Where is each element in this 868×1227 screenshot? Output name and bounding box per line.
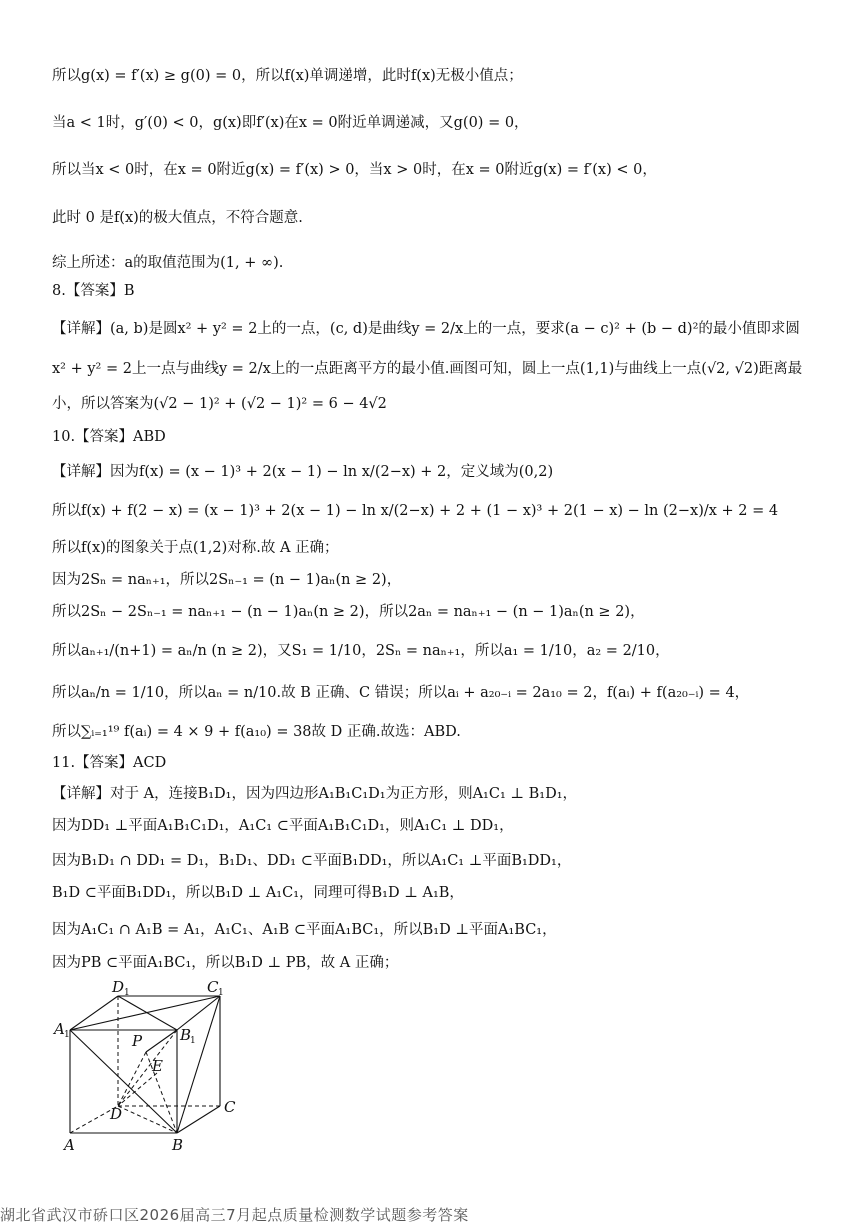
text-line: 所以aₙ₊₁/(n+1) = aₙ/n (n ≥ 2)，又S₁ = 1/10，2Sₙ = naₙ₊₁，所以a₁ = 1/10，a₂ = 2/10， — [52, 643, 670, 659]
text-line: 所以2Sₙ − 2Sₙ₋₁ = naₙ₊₁ − (n − 1)aₙ(n ≥ 2)，所以2aₙ = naₙ₊₁ − (n − 1)aₙ(n ≥ 2)， — [52, 604, 645, 620]
text-line: B₁D ⊂平面B₁DD₁，所以B₁D ⊥ A₁C₁，同理可得B₁D ⊥ A₁B， — [52, 885, 464, 901]
text-line: 所以∑ᵢ₌₁¹⁹ f(aᵢ) = 4 × 9 + f(a₁₀) = 38故 D 正确.故选：ABD. — [52, 724, 461, 740]
svg-text:1: 1 — [64, 1030, 70, 1040]
label-E: E — [152, 1057, 163, 1075]
text-line: 【详解】(a, b)是圆x² + y² = 2上的一点，(c, d)是曲线y = 2/x上的一点，要求(a − c)² + (b − d)²的最小值即求圆 — [52, 321, 800, 337]
answer-heading-8: 8.【答案】B — [52, 283, 135, 299]
text-line: 因为A₁C₁ ∩ A₁B = A₁，A₁C₁、A₁B ⊂平面A₁BC₁，所以B₁D ⊥平面A₁BC₁， — [52, 922, 557, 938]
label-D1: D — [112, 978, 125, 996]
svg-text:1: 1 — [124, 988, 130, 998]
label-P: P — [132, 1032, 143, 1050]
footer-title: 湖北省武汉市硚口区2026届高三7月起点质量检测数学试题参考答案 — [0, 1206, 469, 1224]
text-line: 【详解】对于 A，连接B₁D₁，因为四边形A₁B₁C₁D₁为正方形，则A₁C₁ ⊥ B₁D₁， — [52, 786, 578, 802]
text-line: 因为PB ⊂平面A₁BC₁，所以B₁D ⊥ PB，故 A 正确； — [52, 955, 399, 971]
text-line: x² + y² = 2上一点与曲线y = 2/x上的一点距离平方的最小值.画图可知，圆上一点(1,1)与曲线上一点(√2, √2)距离最 — [52, 361, 803, 377]
text-line: 所以f(x) + f(2 − x) = (x − 1)³ + 2(x − 1) − ln x/(2−x) + 2 + (1 − x)³ + 2(1 − x) − ln (2−x)/x + 2 = 4 — [52, 503, 779, 519]
text-line: 因为2Sₙ = naₙ₊₁，所以2Sₙ₋₁ = (n − 1)aₙ(n ≥ 2)， — [52, 572, 402, 588]
svg-text:1: 1 — [190, 1036, 196, 1046]
text-line: 所以aₙ/n = 1/10，所以aₙ = n/10.故 B 正确、C 错误；所以aᵢ + a₂₀₋ᵢ = 2a₁₀ = 2，f(aᵢ) + f(a₂₀₋ᵢ) = 4， — [52, 685, 750, 701]
label-C: C — [224, 1098, 236, 1116]
label-D: D — [110, 1105, 123, 1123]
label-C1: C — [207, 978, 219, 996]
text-line: 小，所以答案为(√2 − 1)² + (√2 − 1)² = 6 − 4√2 — [52, 396, 387, 412]
cube-figure — [50, 978, 250, 1158]
text-line: 因为B₁D₁ ∩ DD₁ = D₁，B₁D₁、DD₁ ⊂平面B₁DD₁，所以A₁C₁ ⊥平面B₁DD₁， — [52, 853, 572, 869]
text-line: 当a < 1时，g′(0) < 0，g(x)即f′(x)在x = 0附近单调递减，又g(0) = 0， — [52, 115, 529, 131]
text-line: 所以f(x)的图象关于点(1,2)对称.故 A 正确； — [52, 540, 339, 556]
text-line: 所以g(x) = f′(x) ≥ g(0) = 0，所以f(x)单调递增，此时f(x)无极小值点； — [52, 68, 523, 84]
answer-heading-11: 11.【答案】ACD — [52, 755, 167, 771]
text-line: 所以当x < 0时，在x = 0附近g(x) = f′(x) > 0，当x > 0时，在x = 0附近g(x) = f′(x) < 0， — [52, 162, 657, 178]
text-line: 此时 0 是f(x)的极大值点，不符合题意. — [52, 210, 303, 226]
label-A1: A — [54, 1020, 65, 1038]
answer-heading-10: 10.【答案】ABD — [52, 429, 166, 445]
text-line: 因为DD₁ ⊥平面A₁B₁C₁D₁，A₁C₁ ⊂平面A₁B₁C₁D₁，则A₁C₁ ⊥ DD₁， — [52, 818, 514, 834]
svg-text:1: 1 — [218, 988, 224, 998]
text-line: 【详解】因为f(x) = (x − 1)³ + 2(x − 1) − ln x/(2−x) + 2，定义域为(0,2) — [52, 464, 554, 480]
label-B1: B — [180, 1026, 192, 1044]
text-line: 综上所述：a的取值范围为(1, + ∞). — [52, 255, 284, 271]
label-B: B — [172, 1136, 184, 1154]
label-A: A — [64, 1136, 75, 1154]
